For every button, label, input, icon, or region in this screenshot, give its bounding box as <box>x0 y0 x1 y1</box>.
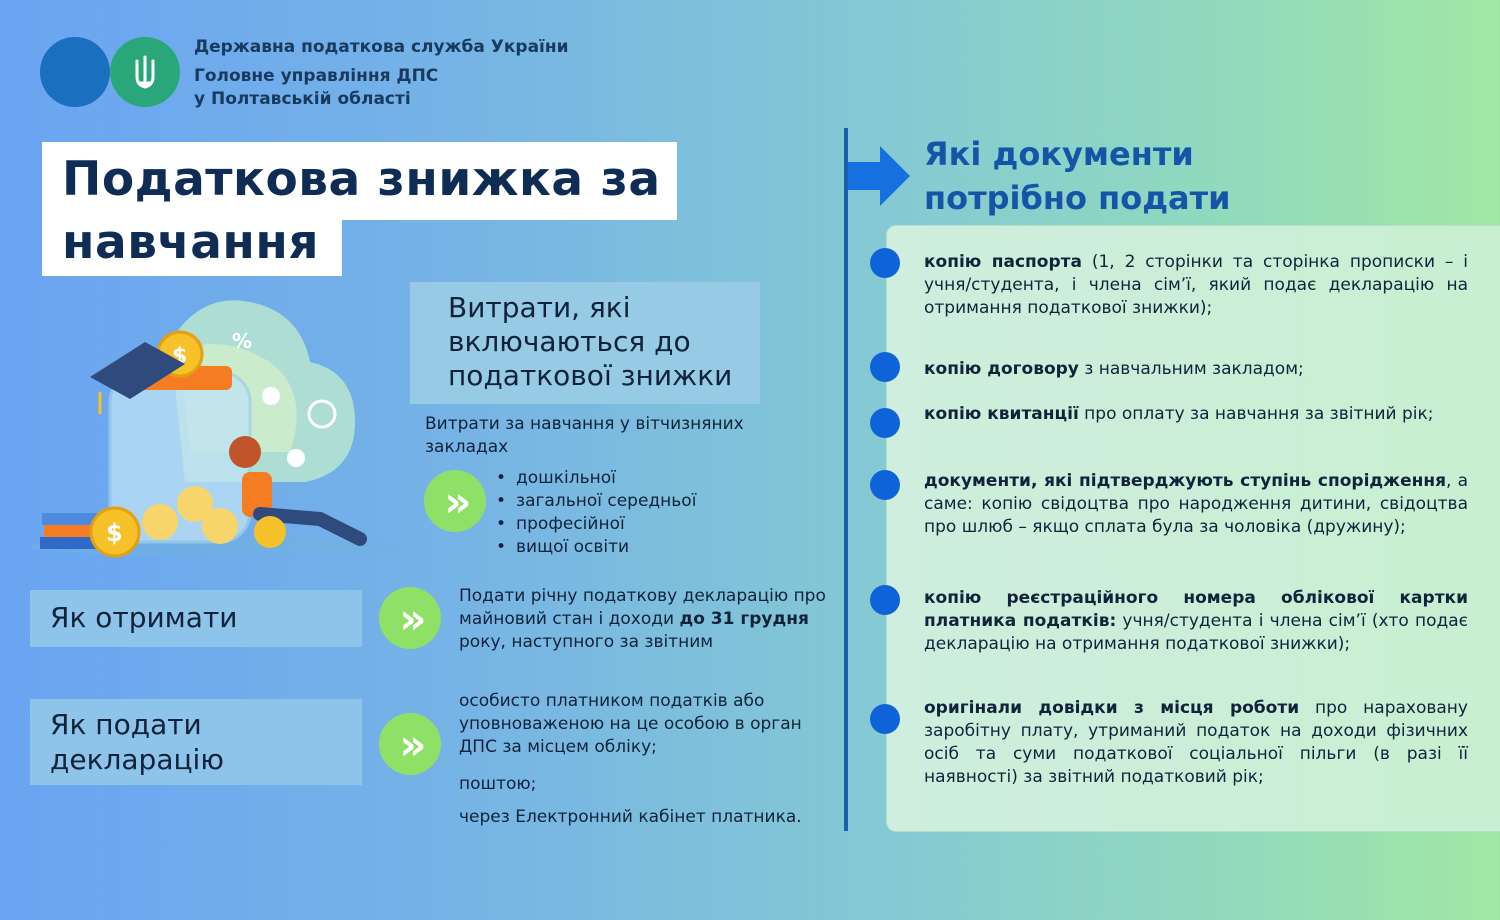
double-chevron-icon: » <box>379 713 441 775</box>
list-item: • дошкільної <box>496 467 696 490</box>
org-name: Державна податкова служба України <box>194 37 569 57</box>
document-item: копію реєстраційного номера облікової картки платника податків: учня/студента і члена сім’ї (хто подає декларацію на отримання податкової знижки); <box>924 588 1468 654</box>
page-title: Податкова знижка за навчання <box>62 152 661 270</box>
submit-option-post: поштою; <box>459 774 537 794</box>
list-item: • загальної середньої <box>496 490 696 513</box>
submit-option-in-person: особисто платником податків або уповноваженою на це особою в орган ДПС за місцем обліку; <box>459 691 802 757</box>
svg-text:$: $ <box>106 519 123 547</box>
list-item: • вищої освіти <box>496 536 696 559</box>
document-item: документи, які підтверджують ступінь спорідження, а саме: копію свідоцтва про народження дитини, свідоцтва про шлюб – якщо сплата була за чоловіка (дружину); <box>924 471 1468 537</box>
right-arrow-icon <box>848 146 910 206</box>
submit-option-e-cabinet: через Електронний кабінет платника. <box>459 807 802 827</box>
document-item: оригінали довідки з місця роботи про нараховану заробітну плату, утриманий податок на доходи фізичних осіб та суми податкової соціальної пільги (в разі її наявності) за звітний податковий рік; <box>924 698 1468 787</box>
savings-jar-illustration <box>20 292 410 567</box>
bullet-icon <box>870 408 900 438</box>
how-to-get-text: Подати річну податкову декларацію про майновий стан і доходи до 31 грудня року, наступного за звітним <box>459 586 826 652</box>
list-item: • професійної <box>496 513 696 536</box>
how-to-submit-label: Як подати декларацію <box>50 708 224 776</box>
document-item: копію договору з навчальним закладом; <box>924 359 1304 379</box>
svg-text:%: % <box>232 329 253 353</box>
trident-icon <box>110 37 180 107</box>
bullet-icon <box>870 248 900 278</box>
document-item: копію квитанції про оплату за навчання за звітний рік; <box>924 404 1434 424</box>
org-division: Головне управління ДПС <box>194 66 439 86</box>
svg-text:$: $ <box>172 344 188 369</box>
document-item: копію паспорта (1, 2 сторінки та сторінка прописки – і учня/студента, і члена сім’ї, який подає декларацію на отримання податкової знижки); <box>924 252 1469 318</box>
bullet-icon <box>870 704 900 734</box>
logo-green-circle <box>110 37 180 107</box>
bullet-icon <box>870 352 900 382</box>
bullet-icon <box>870 585 900 615</box>
how-to-get-label: Як отримати <box>50 601 238 634</box>
expenses-description: Витрати за навчання у вітчизняних закладах <box>425 414 744 457</box>
bullet-icon <box>870 470 900 500</box>
double-chevron-icon: » <box>424 470 486 532</box>
expenses-list <box>496 467 696 559</box>
logo-blue-circle <box>40 37 110 107</box>
documents-title: Які документи потрібно подати <box>924 135 1231 217</box>
double-chevron-icon: » <box>379 587 441 649</box>
divider-line <box>844 128 848 831</box>
org-region: у Полтавській області <box>194 89 411 109</box>
expenses-title: Витрати, які включаються до податкової знижки <box>448 291 733 392</box>
